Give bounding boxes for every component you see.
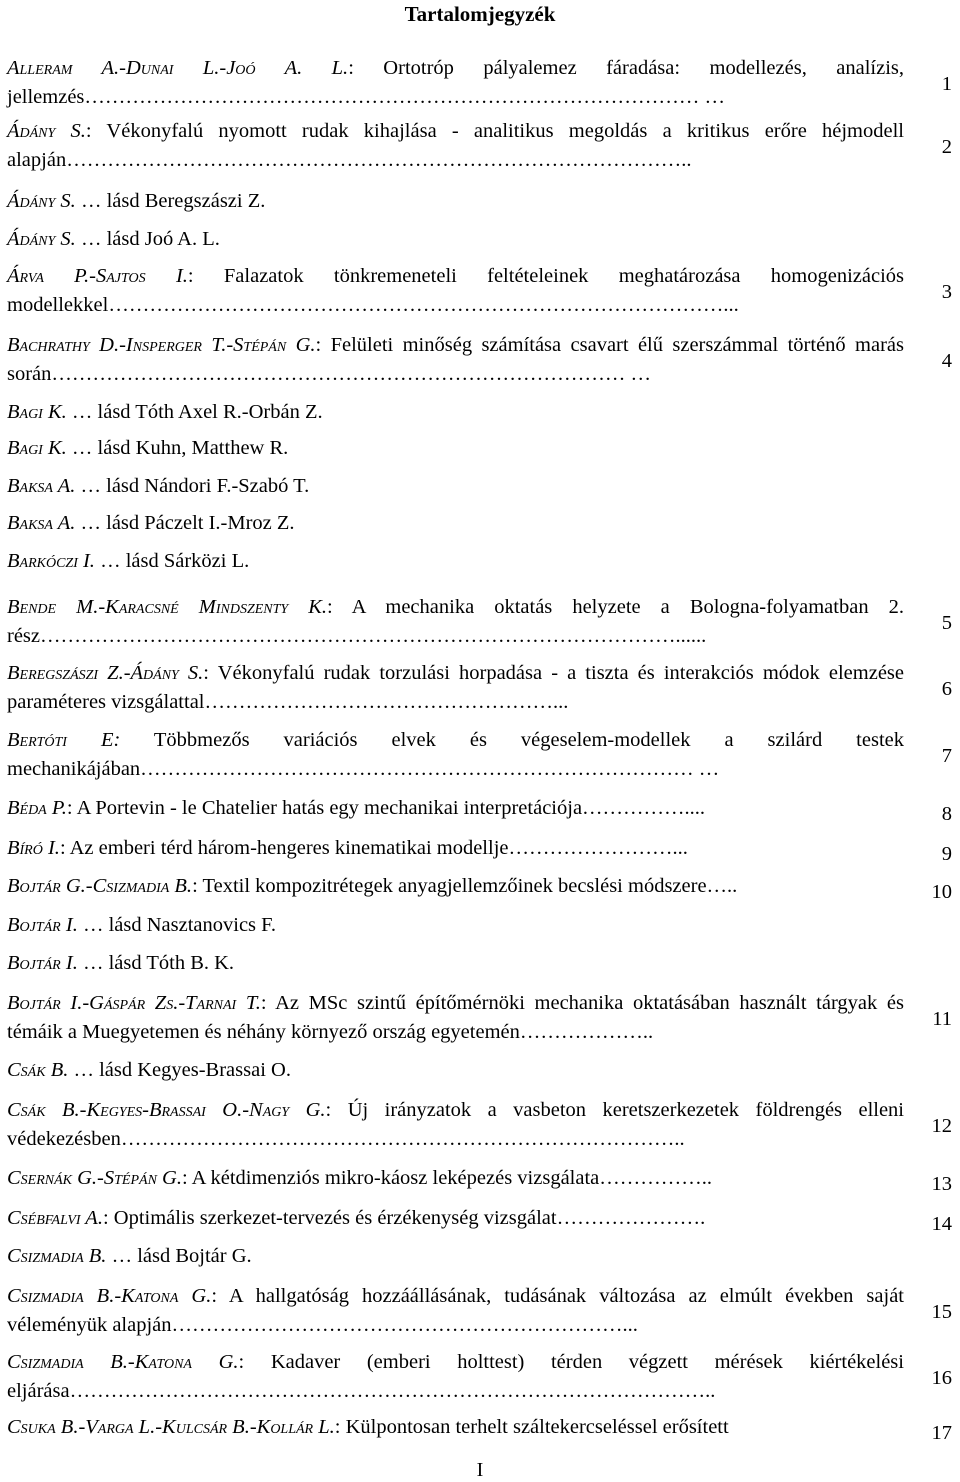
toc-entry-authors: Csák B.-Kegyes-Brassai O.-Nagy G. — [7, 1099, 326, 1121]
toc-entry-text — [7, 398, 904, 427]
toc-entry-authors: Bertóti E: — [7, 729, 121, 751]
toc-entry-text — [7, 547, 904, 576]
toc-entry-authors: Baksa A. — [7, 512, 76, 534]
toc-entry-text — [7, 1348, 904, 1406]
toc-entry-page: 17 — [931, 1422, 952, 1444]
toc-entry-title: : Falazatok tönkremeneteli feltételeinek meghatározása homogenizációs modellekkel………………………………………………………………………………... — [7, 265, 905, 316]
toc-entry-title: : Vékonyfalú rudak torzulási horpadása - a tiszta és interakciós módok elemzése paraméteres vizsgálattal……………………………………………... — [7, 662, 904, 713]
toc-entry-authors: Bojtár G.-Csizmadia B. — [7, 875, 193, 897]
toc-entry-title: : Optimális szerkezet-tervezés és érzékenység vizsgálat…………………. — [102, 1207, 706, 1229]
toc-entry[interactable] — [0, 1348, 960, 1406]
toc-entry[interactable] — [0, 1164, 960, 1193]
toc-entry-title: : Új irányzatok a vasbeton keretszerkezetek földrengés elleni védekezésben……………………………………………………………………….. — [7, 1099, 904, 1150]
toc-entry-page: 8 — [941, 803, 952, 825]
toc-entry-authors: Alleram A.-Dunai L.-Joó A. L. — [7, 57, 349, 79]
toc-entry[interactable] — [0, 187, 960, 216]
toc-entry-text — [7, 989, 904, 1047]
toc-entry-title: : A Portevin - le Chatelier hatás egy mechanikai interpretációja…………….... — [66, 797, 706, 819]
toc-entry-authors: Ádány S. — [7, 190, 76, 212]
toc-entry-text — [7, 911, 904, 940]
toc-entry[interactable] — [0, 117, 960, 175]
toc-entry-text — [7, 472, 904, 501]
toc-entry-text — [7, 262, 904, 320]
toc-entry[interactable] — [0, 54, 960, 112]
toc-entry-text — [7, 1056, 904, 1085]
toc-entry[interactable] — [0, 989, 960, 1047]
toc-entry-text — [7, 794, 904, 823]
toc-entry-page: 10 — [931, 881, 952, 903]
toc-entry-title: : Az emberi térd három-hengeres kinematikai modellje……………………... — [59, 837, 688, 859]
page-number-footer: I — [476, 1459, 484, 1481]
toc-entry[interactable] — [0, 593, 960, 651]
toc-entry[interactable] — [0, 834, 960, 863]
toc-entry-authors: Csák B. — [7, 1059, 69, 1081]
toc-entry-title: … lásd Páczelt I.-Mroz Z. — [75, 512, 295, 534]
toc-entry-title: … lásd Tóth Axel R.-Orbán Z. — [66, 401, 323, 423]
toc-entry-text — [7, 225, 904, 254]
toc-entry[interactable] — [0, 1413, 960, 1442]
toc-entry-text — [7, 1413, 904, 1442]
toc-entry-authors: Csizmadia B.-Katona G. — [7, 1285, 212, 1307]
toc-entry-page: 5 — [941, 612, 952, 634]
toc-entry-page: 11 — [932, 1008, 952, 1030]
toc-entry-title: : Külpontosan terhelt száltekercseléssel erősített — [334, 1416, 729, 1438]
toc-entry-title: … lásd Joó A. L. — [75, 228, 220, 250]
toc-entry-title: … lásd Nándori F.-Szabó T. — [75, 475, 310, 497]
toc-entry-page: 14 — [931, 1213, 952, 1235]
toc-entry-authors: Bagi K. — [7, 437, 67, 459]
toc-entry-authors: Baksa A. — [7, 475, 76, 497]
toc-entry-authors: Bojtár I. — [7, 914, 78, 936]
toc-entry-text — [7, 726, 904, 784]
toc-entry-text — [7, 434, 904, 463]
toc-entry-page: 9 — [941, 843, 952, 865]
toc-entry-text — [7, 949, 904, 978]
toc-entry-authors: Bojtár I. — [7, 952, 78, 974]
toc-entry-text — [7, 54, 904, 112]
toc-entry-authors: Bagi K. — [7, 401, 67, 423]
toc-entry-page: 16 — [931, 1367, 952, 1389]
toc-entry[interactable] — [0, 398, 960, 427]
toc-entry[interactable] — [0, 434, 960, 463]
toc-entry-authors: Árva P.-Sajtos I. — [7, 265, 188, 287]
toc-entry-authors: Csizmadia B.-Katona G. — [7, 1351, 239, 1373]
toc-entry-authors: Csernák G.-Stépán G. — [7, 1167, 182, 1189]
toc-entry-text — [7, 593, 904, 651]
toc-entry[interactable] — [0, 726, 960, 784]
toc-entry-title: : Az MSc szintű építőmérnöki mechanika oktatásában használt tárgyak és témáik a Muegyetemen és néhány környező ország egyetemén……………….. — [7, 992, 904, 1043]
toc-entry-text — [7, 1242, 904, 1271]
toc-entry-text — [7, 117, 904, 175]
toc-entry-page: 13 — [931, 1173, 952, 1195]
toc-entry-page: 2 — [941, 136, 952, 158]
toc-entry[interactable] — [0, 331, 960, 389]
toc-entry-page: 3 — [941, 281, 952, 303]
toc-entry-authors: Csébfalvi A. — [7, 1207, 103, 1229]
toc-entry-title: … lásd Sárközi L. — [94, 550, 250, 572]
toc-entry[interactable] — [0, 794, 960, 823]
toc-entry-authors: Beregszászi Z.-Ádány S. — [7, 662, 204, 684]
toc-entry-authors: Csizmadia B. — [7, 1245, 107, 1267]
toc-entry-page: 15 — [931, 1301, 952, 1323]
toc-entry-text — [7, 509, 904, 538]
toc-entry-authors: Bende M.-Karacsné Mindszenty K. — [7, 596, 328, 618]
toc-entry-title: … lásd Nasztanovics F. — [77, 914, 277, 936]
toc-entry-title: : A mechanika oktatás helyzete a Bologna-folyamatban 2. rész…………………………………………………………………………………...... — [7, 596, 904, 647]
toc-entry-authors: Béda P. — [7, 797, 67, 819]
toc-entry-title: : Kadaver (emberi holttest) térden végzett mérések kiértékelési eljárása………………………………………………………………………………….. — [7, 1351, 904, 1402]
toc-entry-title: … lásd Tóth B. K. — [77, 952, 235, 974]
toc-entry[interactable] — [0, 949, 960, 978]
toc-entry-authors: Ádány S. — [7, 120, 86, 142]
toc-entry-title: : A hallgatóság hozzáállásának, tudásának változása az elmúlt években saját véleményük alapján…………………………………………………………... — [7, 1285, 904, 1336]
toc-entry-page: 7 — [941, 745, 952, 767]
toc-entry-page: 4 — [941, 350, 952, 372]
toc-entry[interactable] — [0, 872, 960, 901]
toc-entry[interactable] — [0, 1204, 960, 1233]
toc-entry[interactable] — [0, 262, 960, 320]
toc-entry-authors: Barkóczi I. — [7, 550, 95, 572]
toc-entry-title: … lásd Kegyes-Brassai O. — [68, 1059, 291, 1081]
toc-entry-authors: Bíró I. — [7, 837, 60, 859]
toc-entry-text — [7, 1204, 904, 1233]
toc-entry-text — [7, 1096, 904, 1154]
toc-entry-page: 1 — [941, 73, 952, 95]
toc-entry-text — [7, 331, 904, 389]
toc-entry-title: : Vékonyfalú nyomott rudak kihajlása - analitikus megoldás a kritikus erőre héjmodell alapján……………………………………………………………………………….. — [7, 120, 904, 171]
toc-entry[interactable] — [0, 659, 960, 717]
toc-entry[interactable] — [0, 547, 960, 576]
toc-entry[interactable] — [0, 1282, 960, 1340]
toc-entry-text — [7, 187, 904, 216]
toc-entry[interactable] — [0, 472, 960, 501]
toc-entry-page: 12 — [931, 1115, 952, 1137]
toc-entry-text — [7, 872, 904, 901]
toc-entry-title: … lásd Kuhn, Matthew R. — [66, 437, 289, 459]
toc-entry-title: … lásd Beregszászi Z. — [75, 190, 266, 212]
toc-entry-authors: Bojtár I.-Gáspár Zs.-Tarnai T. — [7, 992, 261, 1014]
toc-entry-authors: Ádány S. — [7, 228, 76, 250]
page-title: Tartalomjegyzék — [404, 2, 556, 26]
toc-entry-title: … lásd Bojtár G. — [106, 1245, 252, 1267]
toc-entry-title: : A kétdimenziós mikro-káosz leképezés vizsgálata…………….. — [181, 1167, 713, 1189]
toc-entry-title: : Ortotróp pályalemez fáradása: modellezés, analízis, jellemzés……………………………………………………………………………… … — [7, 57, 905, 108]
toc-entry-title: : Textil kompozitrétegek anyagjellemzőinek becslési módszere….. — [192, 875, 738, 897]
toc-entry[interactable] — [0, 1242, 960, 1271]
toc-entry-page: 6 — [941, 678, 952, 700]
toc-entry-authors: Csuka B.-Varga L.-Kulcsár B.-Kollár L. — [7, 1416, 335, 1438]
toc-entry-text — [7, 1282, 904, 1340]
toc-entry[interactable] — [0, 225, 960, 254]
toc-entry[interactable] — [0, 509, 960, 538]
toc-entry-text — [7, 659, 904, 717]
toc-entry[interactable] — [0, 1056, 960, 1085]
toc-entry-authors: Bachrathy D.-Insperger T.-Stépán G. — [7, 334, 316, 356]
toc-entry-title: Többmezős variációs elvek és végeselem-modellek a szilárd testek mechanikájában……………………………………………………………………… … — [7, 729, 904, 780]
toc-entry-text — [7, 834, 904, 863]
toc-entry-title: : Felületi minőség számítása csavart élű szerszámmal történő marás során………………………………………………………………………… … — [7, 334, 905, 385]
toc-entry-text — [7, 1164, 904, 1193]
toc-entry[interactable] — [0, 911, 960, 940]
toc-entry[interactable] — [0, 1096, 960, 1154]
